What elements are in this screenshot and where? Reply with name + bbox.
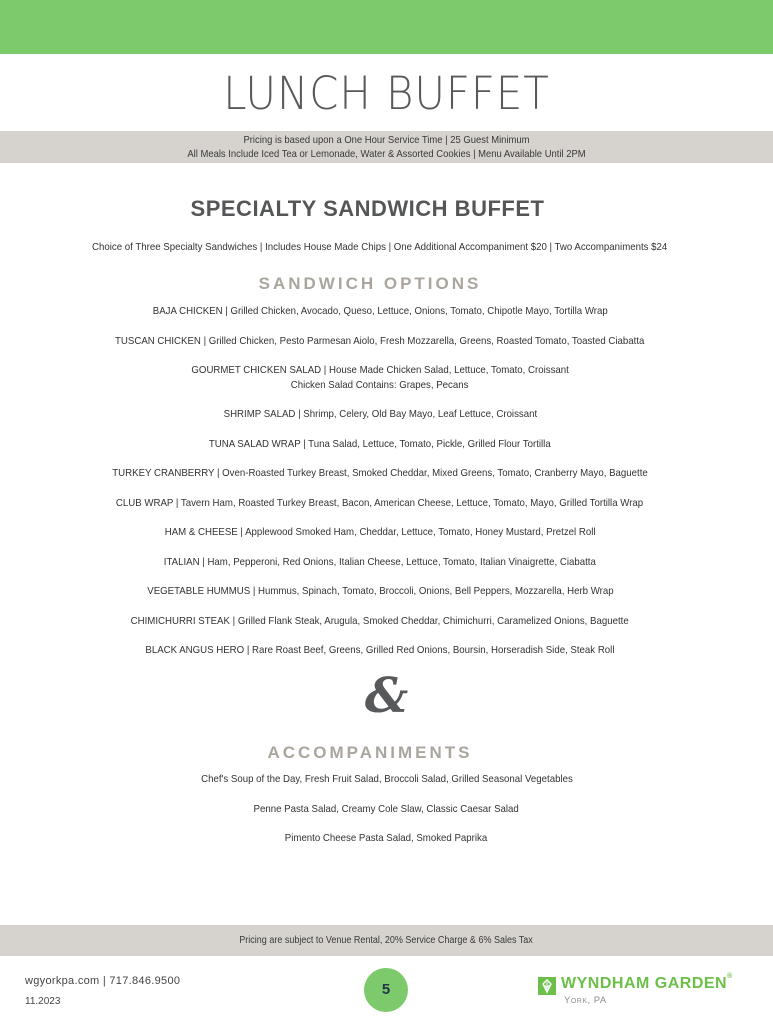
wyndham-leaf-icon [538, 977, 556, 995]
sandwich-text: BAJA CHICKEN | Grilled Chicken, Avocado, Queso, Lettuce, Onions, Tomato, Chipotle Mayo, Tortilla Wrap [152, 305, 608, 317]
list-item [0, 334, 760, 349]
list-item [0, 802, 773, 817]
sandwich-text: TURKEY CRANBERRY | Oven-Roasted Turkey Breast, Smoked Cheddar, Mixed Greens, Tomato, Cranberry Mayo, Baguette [112, 467, 648, 479]
sandwich-text: TUSCAN CHICKEN | Grilled Chicken, Pesto Parmesan Aiolo, Fresh Mozzarella, Greens, Roasted Tomato, Toasted Ciabatta [115, 334, 645, 347]
footer-pricing-note [0, 925, 773, 956]
list-item [0, 525, 760, 540]
sandwich-text: GOURMET CHICKEN SALAD | House Made Chicken Salad, Lettuce, Tomato, Croissant [191, 364, 569, 376]
accompaniments-heading: ACCOMPANIMENTS [267, 743, 473, 762]
sandwich-list [0, 304, 760, 658]
ampersand-ornament: & [364, 668, 409, 724]
sandwich-text: CLUB WRAP | Tavern Ham, Roasted Turkey Breast, Bacon, American Cheese, Lettuce, Tomato, Mayo, Grilled Tortilla Wrap [116, 496, 644, 509]
footer-note-text: Pricing are subject to Venue Rental, 20% Service Charge & 6% Sales Tax [239, 935, 534, 946]
accompaniment-text: Pimento Cheese Pasta Salad, Smoked Paprika [285, 832, 488, 844]
sandwich-text: HAM & CHEESE | Applewood Smoked Ham, Cheddar, Lettuce, Tomato, Honey Mustard, Pretzel Roll [164, 526, 596, 538]
sandwich-options-heading: SANDWICH OPTIONS [258, 274, 482, 293]
brand-name [561, 975, 733, 993]
brand-location: York, PA [564, 995, 607, 1006]
sandwich-text: TUNA SALAD WRAP | Tuna Salad, Lettuce, Tomato, Pickle, Grilled Flour Tortilla [209, 437, 551, 450]
section-subtitle-text: Choice of Three Specialty Sandwiches | Includes House Made Chips | One Additional Accompaniment $20 | Two Accompaniments $24 [92, 241, 668, 253]
pricing-info-band [0, 131, 773, 163]
list-item [0, 555, 760, 570]
list-item [0, 437, 760, 452]
sandwich-text: BLACK ANGUS HERO | Rare Roast Beef, Greens, Grilled Red Onions, Boursin, Horseradish Side, Steak Roll [145, 644, 615, 656]
list-item [0, 304, 760, 319]
sandwich-note: Chicken Salad Contains: Grapes, Pecans [291, 378, 469, 391]
pricing-info-line: All Meals Include Iced Tea or Lemonade, Water & Assorted Cookies | Menu Available Until 2PM [187, 148, 586, 160]
list-item-note [0, 378, 760, 393]
registered-mark: ® [727, 973, 733, 980]
accompaniment-text: Chef's Soup of the Day, Fresh Fruit Salad, Broccoli Salad, Grilled Seasonal Vegetables [200, 773, 573, 785]
revision-date: 11.2023 [25, 996, 61, 1007]
accompaniment-text: Penne Pasta Salad, Creamy Cole Slaw, Classic Caesar Salad [253, 802, 520, 815]
sandwich-text: VEGETABLE HUMMUS | Hummus, Spinach, Tomato, Broccoli, Onions, Bell Peppers, Mozzarella, Herb Wrap [146, 585, 614, 597]
accompaniments-list [0, 772, 773, 846]
list-item [0, 643, 760, 658]
sandwich-text: ITALIAN | Ham, Pepperoni, Red Onions, Italian Cheese, Lettuce, Tomato, Italian Vinaigrette, Ciabatta [163, 555, 597, 568]
list-item [0, 466, 760, 481]
list-item [0, 831, 773, 846]
list-item [0, 772, 773, 787]
brand-name-text: WYNDHAM GARDEN [561, 975, 728, 992]
page-number-badge: 5 [364, 968, 408, 1012]
list-item [0, 407, 760, 422]
list-item [0, 584, 760, 599]
pricing-info-line: Pricing is based upon a One Hour Service Time | 25 Guest Minimum [243, 134, 530, 146]
page-title: LUNCH BUFFET [223, 67, 550, 120]
section-subtitle [0, 241, 760, 253]
sandwich-text: SHRIMP SALAD | Shrimp, Celery, Old Bay Mayo, Leaf Lettuce, Croissant [223, 408, 537, 420]
list-item [0, 496, 760, 511]
contact-info: wgyorkpa.com | 717.846.9500 [25, 975, 181, 987]
top-green-band [0, 0, 773, 54]
section-title: SPECIALTY SANDWICH BUFFET [190, 196, 545, 221]
sandwich-text: CHIMICHURRI STEAK | Grilled Flank Steak, Arugula, Smoked Cheddar, Chimichurri, Caramelized Onions, Baguette [130, 614, 630, 627]
list-item [0, 614, 760, 629]
list-item [0, 363, 760, 378]
